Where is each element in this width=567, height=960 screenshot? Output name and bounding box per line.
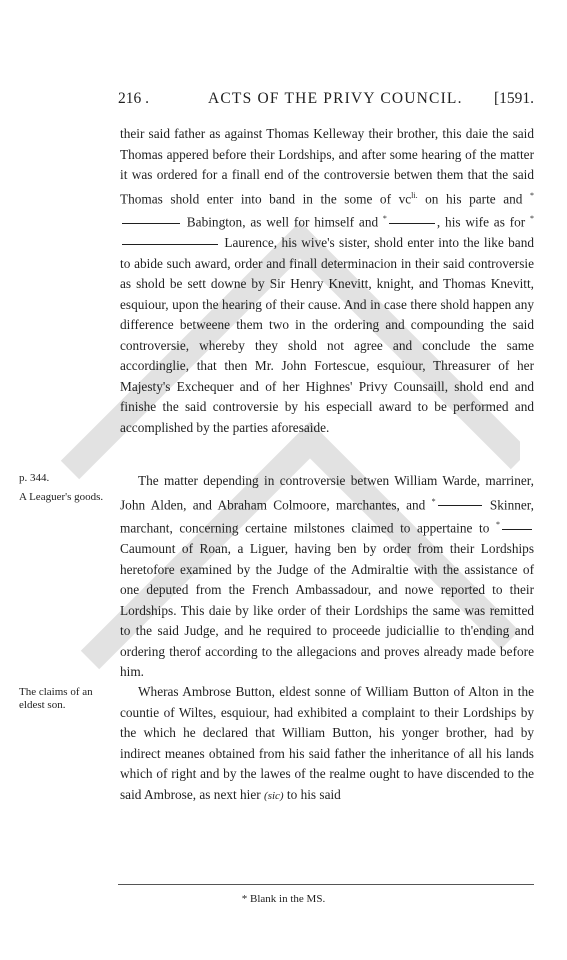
blank-dash: [502, 529, 532, 530]
running-title: ACTS OF THE PRIVY COUNCIL.: [208, 90, 463, 107]
footnote: * Blank in the MS.: [241, 893, 326, 905]
running-header: [118, 90, 534, 112]
footnote-rule: [118, 884, 534, 885]
sic-note: (sic): [264, 789, 284, 802]
para2-text-1: The matter depending in controversie betwen William Warde, marriner, John Alden, and Abraham Colmoore, marchantes, and: [120, 473, 534, 512]
para3-text-1: Wheras Ambrose Button, eldest sonne of William Button of Alton in the countie of Wiltes, esquiour, had exhibited a complaint to their Lordships by the which he declared that William Button, his yonger brother, had by indirect meanes obtained from his said father the inheritance of all his lands which of right and by the lawes of the realme ought to have discended to the said Ambrose, as next hier: [120, 684, 534, 802]
paragraph-leaguer: [120, 471, 534, 683]
para1-text-4: , his wife as for: [436, 214, 530, 230]
para3-text-2: to his said: [283, 786, 341, 802]
blank-dash: [389, 223, 435, 224]
paragraph-continued: [120, 124, 534, 438]
blank-marker: *: [382, 214, 387, 224]
margin-note-leaguer: A Leaguer's goods.: [19, 491, 104, 503]
para2-text-3: Caumount of Roan, a Liguer, having ben by order from their Lordships heretofore examined by the Judge of the Admiraltie with the assistance of one deputed from the French Ambassadour, and nowe reported to their Lordships. This daie by like order of their Lordships the same was remitted to the said Judge, and he required to proceede judiciallie to th'ending and ordering therof according to the allegacions and proves already made before him.: [120, 541, 534, 680]
para1-text-1: their said father as against Thomas Kelleway their brother, this daie the said Thomas appered before their Lordships, and after some hearing of the matter it was ordered for a finall end of the controversie betwen them that the said Thomas shold enter into band in the some of vc: [120, 126, 534, 206]
blank-marker: *: [496, 520, 500, 530]
blank-dash: [122, 223, 180, 224]
para1-text-5: Laurence, his wive's sister, shold enter into the like band to abide such award, order and finall determinacion in their said controversie as shold be sett downe by Sir Henry Knevitt, knight, and Thomas Knevitt, esquiour, upon the hearing of their cause. And in case there shold happen any difference betweene them two in the ordering and compounding the said controversie, whereby they shold not agree and conclude the same accordinglie, that then Mr. John Fortescue, esquiour, Threasurer of her Majesty's Exchequer and of her Highnes' Privy Counsaill, shold end and finishe the said controversie by his especiall award to be performed and accomplished by the parties aforesaide.: [120, 235, 534, 435]
para2-text-2: Skinner, marchant, concerning certaine milstones claimed to appertaine to: [120, 496, 534, 536]
blank-marker: *: [530, 214, 534, 224]
blank-dash: [438, 505, 482, 506]
margin-page-ref: p. 344.: [19, 472, 50, 484]
blank-marker: *: [530, 190, 534, 200]
superscript-li: li.: [411, 190, 418, 200]
blank-dash: [122, 244, 218, 245]
page-number: 216 .: [118, 90, 149, 107]
margin-note-claims: The claims of an eldest son.: [19, 686, 93, 711]
para1-text-3: Babington, as well for himself and: [182, 214, 383, 230]
year-label: [1591.: [493, 90, 534, 107]
para1-text-2: on his parte and: [417, 190, 530, 206]
paragraph-claims: [120, 682, 534, 806]
blank-marker: *: [431, 496, 436, 506]
